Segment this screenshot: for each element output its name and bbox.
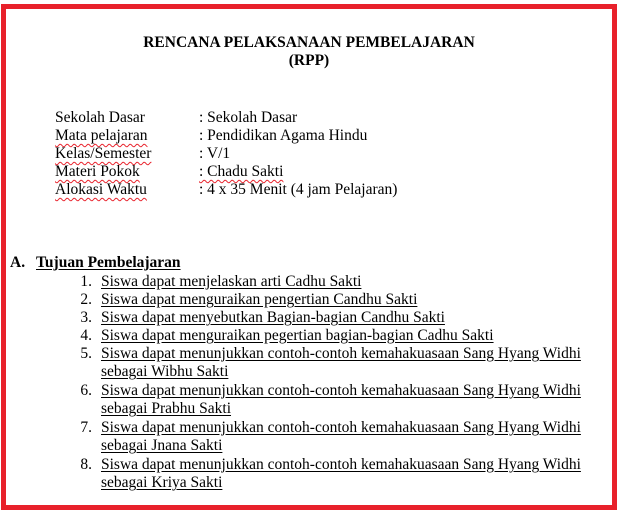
section-title: Tujuan Pembelajaran	[36, 254, 181, 271]
list-text-continued: sebagai Jnana Sakti	[101, 437, 223, 454]
document-subtitle: (RPP)	[288, 52, 330, 69]
meta-label: Sekolah Dasar	[55, 109, 145, 126]
list-text: Siswa dapat menyebutkan Bagian-bagian Candhu Sakti	[101, 309, 445, 326]
list-text: Siswa dapat menunjukkan contoh-contoh kemahakuasaan Sang Hyang Widhi	[101, 382, 581, 399]
meta-label: Alokasi Waktu	[55, 181, 147, 198]
document-title: RENCANA PELAKSANAAN PEMBELAJARAN	[143, 34, 475, 51]
list-number: 3.	[80, 309, 92, 326]
list-number: 4.	[80, 327, 92, 344]
list-item	[64, 345, 604, 381]
list-text: Siswa dapat menunjukkan contoh-contoh kemahakuasaan Sang Hyang Widhi	[101, 419, 581, 436]
list-number: 2.	[80, 291, 92, 308]
meta-label: Materi Pokok	[55, 163, 140, 180]
list-text-continued: sebagai Wibhu Sakti	[101, 363, 229, 380]
list-item	[64, 419, 604, 455]
list-text: Siswa dapat menunjukkan contoh-contoh kemahakuasaan Sang Hyang Widhi	[101, 345, 581, 362]
list-text: Siswa dapat menjelaskan arti Cadhu Sakti	[101, 273, 362, 290]
list-number: 1.	[80, 273, 92, 290]
list-number: 7.	[80, 419, 92, 436]
list-item	[64, 456, 604, 492]
list-number: 8.	[80, 456, 92, 473]
meta-value: : V/1	[199, 145, 231, 162]
meta-label: Mata pelajaran	[55, 127, 148, 144]
list-number: 6.	[80, 382, 92, 399]
meta-value: : Sekolah Dasar	[199, 109, 298, 126]
list-text: Siswa dapat menguraikan pegertian bagian-bagian Cadhu Sakti	[101, 327, 494, 344]
meta-value: : 4 x 35 Menit (4 jam Pelajaran)	[199, 181, 398, 198]
list-text-continued: sebagai Prabhu Sakti	[101, 400, 232, 417]
list-text: Siswa dapat menguraikan pengertian Candhu Sakti	[101, 291, 418, 308]
document-page	[6, 9, 612, 505]
meta-value: : Chadu Sakti	[199, 163, 284, 180]
list-text-continued: sebagai Kriya Sakti	[101, 474, 223, 491]
list-text: Siswa dapat menunjukkan contoh-contoh kemahakuasaan Sang Hyang Widhi	[101, 456, 581, 473]
list-item	[64, 382, 604, 418]
section-letter: A.	[10, 254, 26, 271]
list-number: 5.	[80, 345, 92, 362]
meta-value: : Pendidikan Agama Hindu	[199, 127, 368, 144]
meta-label: Kelas/Semester	[55, 145, 152, 162]
